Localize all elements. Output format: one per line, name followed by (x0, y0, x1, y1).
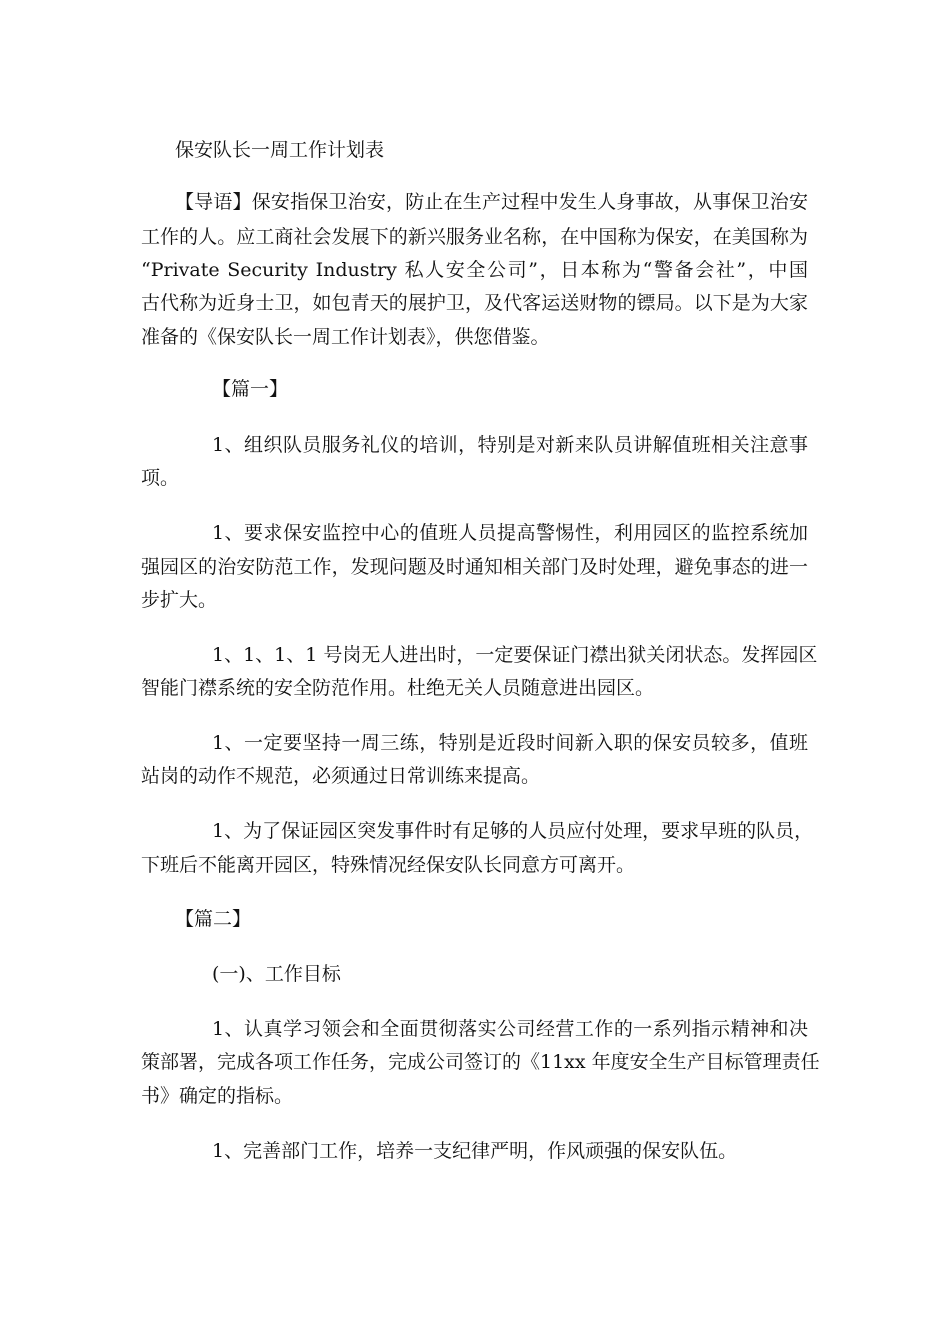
section1-item4-line2: 站岗的动作不规范，必须通过日常训练来提高。 (141, 765, 541, 787)
section-heading-2: 【篇二】 (175, 908, 252, 930)
section1-item2-line1: 1、要求保安监控中心的值班人员提高警惕性，利用园区的监控系统加 (212, 522, 808, 544)
section1-item5-line2: 下班后不能离开园区，特殊情况经保安队长同意方可离开。 (141, 854, 636, 876)
section1-item5-line1: 1、为了保证园区突发事件时有足够的人员应付处理，要求早班的队员， (212, 820, 814, 842)
section1-item3-line1: 1、1、1、1 号岗无人进出时，一定要保证门襟出狱关闭状态。发挥园区 (212, 644, 818, 666)
intro-line-2: 工作的人。应工商社会发展下的新兴服务业名称，在中国称为保安，在美国称为 (141, 226, 808, 248)
intro-line-1: 【导语】保安指保卫治安，防止在生产过程中发生人身事故，从事保卫治安 (175, 191, 808, 213)
intro-line-5: 准备的《保安队长一周工作计划表》，供您借鉴。 (141, 326, 550, 348)
intro-line-4: 古代称为近身士卫，如包青天的展护卫，及代客运送财物的镖局。以下是为大家 (141, 292, 808, 314)
section1-item4-line1: 1、一定要坚持一周三练，特别是近段时间新入职的保安员较多，值班 (212, 732, 808, 754)
section1-item1-line1: 1、组织队员服务礼仪的培训，特别是对新来队员讲解值班相关注意事 (212, 434, 808, 456)
section2-subheading: (一)、工作目标 (212, 963, 341, 985)
section2-item1-line2: 策部署，完成各项工作任务，完成公司签订的《11xx 年度安全生产目标管理责任 (141, 1051, 820, 1073)
section1-item3-line2: 智能门襟系统的安全防范作用。杜绝无关人员随意进出园区。 (141, 677, 655, 699)
section1-item2-line2: 强园区的治安防范工作，发现问题及时通知相关部门及时处理，避免事态的进一 (141, 556, 808, 578)
section1-item1-line2: 项。 (141, 467, 180, 489)
section2-item1-line1: 1、认真学习领会和全面贯彻落实公司经营工作的一系列指示精神和决 (212, 1018, 808, 1040)
section-heading-1: 【篇一】 (212, 378, 289, 400)
intro-line-3: “Private Security Industry 私人安全公司”，日本称为“警备会社”，中国 (141, 259, 808, 281)
section2-item1-line3: 书》确定的指标。 (141, 1085, 294, 1107)
section1-item2-line3: 步扩大。 (141, 589, 218, 611)
document-title: 保安队长一周工作计划表 (175, 139, 385, 161)
section2-item2-line1: 1、完善部门工作，培养一支纪律严明，作风顽强的保安队伍。 (212, 1140, 738, 1162)
